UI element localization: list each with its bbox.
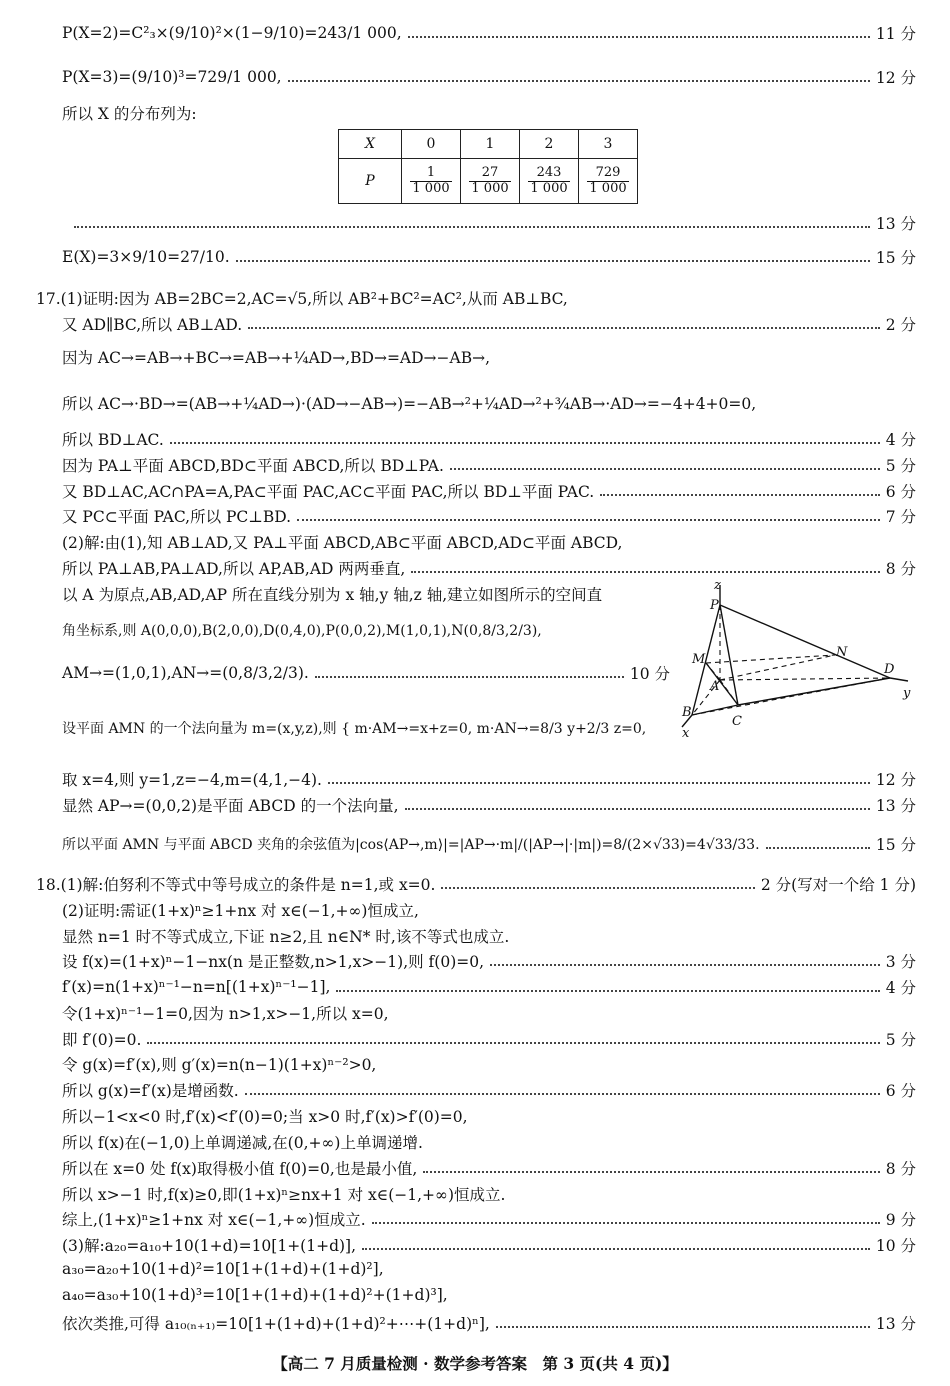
leader-dots — [288, 80, 870, 82]
q17-line: 17.(1)证明:因为 AB=2BC=2,AC=√5,所以 AB²+BC²=AC²,从而 AB⊥BC, — [36, 290, 568, 308]
coordinate-figure — [670, 575, 920, 740]
table-cell: 2 — [520, 130, 579, 159]
score: 10 分 — [629, 665, 670, 683]
leader-dots — [170, 442, 880, 444]
page-footer: 【高二 7 月质量检测 · 数学参考答案 第 3 页(共 4 页)】 — [272, 1354, 678, 1373]
score: 4 分 — [885, 431, 916, 449]
score: 11 分 — [875, 25, 916, 43]
figure-label: y — [903, 686, 911, 701]
q18-line: 18.(1)解:伯努利不等式中等号成立的条件是 n=1,或 x=0. 2 分(写对一个给 1 分) — [36, 873, 916, 895]
leader-dots — [408, 36, 870, 38]
q18-line: 依次类推,可得 a₁₀₍ₙ₊₁₎=10[1+(1+d)+(1+d)²+⋯+(1+d)ⁿ], 13 分 — [62, 1312, 916, 1334]
q17-line: 因为 AC→=AB→+BC→=AB→+¼AD→,BD→=AD→−AB→, — [62, 349, 491, 367]
leader-dots — [411, 571, 879, 573]
fraction: $\frac{729}{1 000}$ — [589, 165, 627, 196]
leader-dots — [315, 676, 624, 678]
leader-dots — [450, 468, 880, 470]
q18-line: 所以 x>−1 时,f(x)≥0,即(1+x)ⁿ≥nx+1 对 x∈(−1,+∞)恒成立. — [62, 1186, 506, 1204]
q17-line: (2)解:由(1),知 AB⊥AD,又 PA⊥平面 ABCD,AB⊂平面 ABCD,AD⊂平面 ABCD, — [62, 534, 623, 552]
edge-ad — [720, 678, 890, 680]
q17-line: 又 AD∥BC,所以 AB⊥AD. 2 分 — [62, 313, 916, 335]
q18-line: 所以 g(x)=f′(x)是增函数. 6 分 — [62, 1079, 916, 1101]
table-cell — [579, 159, 638, 204]
table-row — [339, 159, 638, 204]
edge-mn — [706, 655, 835, 663]
q18-line: (2)证明:需证(1+x)ⁿ≥1+nx 对 x∈(−1,+∞)恒成立, — [62, 902, 419, 920]
figure-label: C — [732, 714, 742, 729]
figure-label: M — [692, 652, 706, 667]
line-expectation: E(X)=3×9/10=27/10. 15 分 — [62, 248, 916, 267]
score: 6 分 — [885, 483, 916, 501]
figure-label: x — [682, 726, 690, 740]
score: 2 分(写对一个给 1 分) — [760, 876, 916, 894]
q18-line: 令(1+x)ⁿ⁻¹−1=0,因为 n>1,x>−1,所以 x=0, — [62, 1005, 389, 1023]
q18-line: 设 f(x)=(1+x)ⁿ−1−nx(n 是正整数,n>1,x>−1),则 f(0)=0, 3 分 — [62, 950, 916, 972]
score: 9 分 — [885, 1211, 916, 1229]
leader-dots — [405, 808, 870, 810]
leader-dots — [423, 1171, 879, 1173]
figure-label: A — [710, 679, 720, 694]
edge-pc — [720, 605, 738, 705]
fraction: $\frac{1}{1 000}$ — [412, 165, 450, 196]
score: 4 分 — [885, 979, 916, 997]
leader-dots — [245, 1093, 880, 1095]
leader-dots — [236, 260, 870, 262]
q18-line: f′(x)=n(1+x)ⁿ⁻¹−n=n[(1+x)ⁿ⁻¹−1], 4 分 — [62, 978, 916, 997]
figure-label: D — [884, 662, 895, 677]
q18-line: 综上,(1+x)ⁿ≥1+nx 对 x∈(−1,+∞)恒成立. 9 分 — [62, 1208, 916, 1230]
score: 10 分 — [875, 1237, 916, 1255]
distribution-table — [338, 129, 638, 204]
leader-dots — [441, 887, 754, 889]
leader-dots — [248, 327, 880, 329]
line-distribution-intro: 所以 X 的分布列为: — [62, 105, 197, 123]
q18-line: 即 f′(0)=0. 5 分 — [62, 1028, 916, 1050]
score: 5 分 — [885, 457, 916, 475]
leader-dots — [496, 1326, 870, 1328]
table-cell: 3 — [579, 130, 638, 159]
q17-line: 所以平面 AMN 与平面 ABCD 夹角的余弦值为|cos⟨AP→,m⟩|=|AP→·m|/(|AP→|·|m|)=8/(2×√33)=4√33/33. 15 分 — [62, 833, 916, 855]
q18-line: a₃₀=a₂₀+10(1+d)²=10[1+(1+d)+(1+d)²], — [62, 1260, 384, 1278]
q17-line: 角坐标系,则 A(0,0,0),B(2,0,0),D(0,4,0),P(0,0,2),M(1,0,1),N(0,8/3,2/3), — [62, 623, 542, 639]
score: 5 分 — [885, 1031, 916, 1049]
edge-cd — [738, 678, 890, 705]
q17-line: AM→=(1,0,1),AN→=(0,8/3,2/3). 10 分 — [62, 664, 670, 683]
leader-dots — [328, 782, 870, 784]
fraction: $\frac{27}{1 000}$ — [471, 165, 509, 196]
line-table-score — [74, 212, 916, 234]
table-cell — [520, 159, 579, 204]
q17-line: 又 BD⊥AC,AC∩PA=A,PA⊂平面 PAC,AC⊂平面 PAC,所以 BD⊥平面 PAC. 6 分 — [62, 480, 916, 502]
q18-line: 所以 f(x)在(−1,0)上单调递减,在(0,+∞)上单调递增. — [62, 1134, 423, 1152]
q18-line: (3)解:a₂₀=a₁₀+10(1+d)=10[1+(1+d)], 10 分 — [62, 1234, 916, 1256]
q17-line: 所以 AC→·BD→=(AB→+¼AD→)·(AD→−AB→)=−AB→²+¼AD→²+¾AB→·AD→=−4+4+0=0, — [62, 395, 757, 413]
figure-label: P — [710, 598, 719, 613]
score: 3 分 — [885, 953, 916, 971]
score: 7 分 — [885, 508, 916, 526]
figure-label: N — [836, 645, 848, 660]
q17-line: 以 A 为原点,AB,AD,AP 所在直线分别为 x 轴,y 轴,z 轴,建立如图所示的空间直 — [62, 586, 603, 604]
leader-dots — [600, 494, 879, 496]
q18-line: 所以−1<x<0 时,f′(x)<f′(0)=0;当 x>0 时,f′(x)>f′(0)=0, — [62, 1108, 468, 1126]
score: 15 分 — [875, 836, 916, 854]
line-prob-x3: P(X=3)=(9/10)³=729/1 000, 12 分 — [62, 68, 916, 87]
score: 13 分 — [875, 1315, 916, 1333]
q17-line: 因为 PA⊥平面 ABCD,BD⊂平面 ABCD,所以 BD⊥PA. 5 分 — [62, 454, 916, 476]
q17-line: 取 x=4,则 y=1,z=−4,m=(4,1,−4). 12 分 — [62, 768, 916, 790]
edge-an — [720, 655, 835, 680]
y-axis — [890, 678, 908, 681]
q18-line: 所以在 x=0 处 f(x)取得极小值 f(0)=0,也是最小值, 8 分 — [62, 1157, 916, 1179]
table-cell: P — [339, 159, 402, 204]
score: 12 分 — [875, 771, 916, 789]
leader-dots — [74, 226, 870, 228]
q17-line: 所以 PA⊥AB,PA⊥AD,所以 AP,AB,AD 两两垂直, 8 分 — [62, 557, 916, 579]
q17-line: 设平面 AMN 的一个法向量为 m=(x,y,z),则 { m·AM→=x+z=0, m·AN→=8/3 y+2/3 z=0, — [62, 721, 647, 737]
score: 8 分 — [885, 560, 916, 578]
score: 6 分 — [885, 1082, 916, 1100]
leader-dots — [336, 990, 879, 992]
q17-line: 又 PC⊂平面 PAC,所以 PC⊥BD. 7 分 — [62, 505, 916, 527]
table-cell: 0 — [402, 130, 461, 159]
leader-dots — [766, 847, 870, 849]
score: 15 分 — [875, 249, 916, 267]
table-cell — [402, 159, 461, 204]
leader-dots — [362, 1248, 870, 1250]
score: 8 分 — [885, 1160, 916, 1178]
score: 2 分 — [885, 316, 916, 334]
figure-label: z — [714, 578, 721, 593]
table-cell: X — [339, 130, 402, 159]
edge-pd — [720, 605, 890, 678]
figure-label: B — [682, 705, 692, 720]
q17-line: 显然 AP→=(0,0,2)是平面 ABCD 的一个法向量, 13 分 — [62, 794, 916, 816]
line-prob-x2: P(X=2)=C²₃×(9/10)²×(1−9/10)=243/1 000, 11 分 — [62, 24, 916, 43]
score: 12 分 — [875, 69, 916, 87]
leader-dots — [372, 1222, 880, 1224]
table-cell — [461, 159, 520, 204]
q17-line: 所以 BD⊥AC. 4 分 — [62, 428, 916, 450]
leader-dots — [147, 1042, 879, 1044]
table-cell: 1 — [461, 130, 520, 159]
q18-line: a₄₀=a₃₀+10(1+d)³=10[1+(1+d)+(1+d)²+(1+d)³], — [62, 1286, 448, 1304]
leader-dots — [297, 519, 880, 521]
score: 13 分 — [875, 215, 916, 233]
fraction: $\frac{243}{1 000}$ — [530, 165, 568, 196]
score: 13 分 — [875, 797, 916, 815]
leader-dots — [490, 964, 880, 966]
q18-line: 令 g(x)=f′(x),则 g′(x)=n(n−1)(1+x)ⁿ⁻²>0, — [62, 1056, 377, 1074]
edge-am — [706, 663, 720, 680]
table-row — [339, 130, 638, 159]
q18-line: 显然 n=1 时不等式成立,下证 n≥2,且 n∈N* 时,该不等式也成立. — [62, 928, 510, 946]
